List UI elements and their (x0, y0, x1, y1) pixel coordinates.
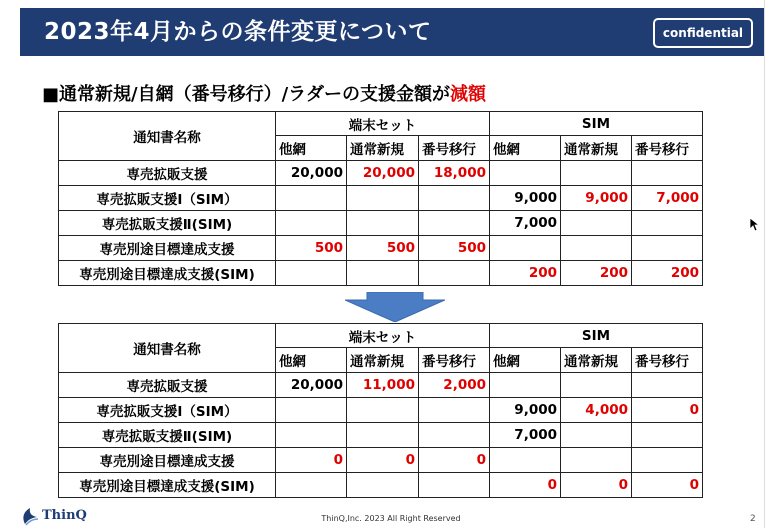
table-row (59, 373, 703, 398)
table-row (59, 473, 703, 498)
column-header: 番号移行 (632, 136, 703, 161)
table-row (59, 211, 703, 236)
value-cell (632, 448, 703, 473)
value-cell: 0 (632, 473, 703, 498)
value-cell: 9,000 (490, 398, 561, 423)
logo-text: ThinQ (42, 508, 87, 523)
value-cell: 7,000 (632, 186, 703, 211)
value-cell: 0 (347, 448, 419, 473)
value-cell (347, 473, 419, 498)
value-cell (276, 398, 347, 423)
value-cell: 200 (632, 261, 703, 286)
row-label: 専売拡販支援Ⅰ（SIM） (59, 398, 276, 423)
subtitle-text: ■通常新規/自網（番号移行）/ラダーの支援金額が (42, 84, 450, 105)
value-cell: 0 (561, 473, 632, 498)
value-cell (490, 448, 561, 473)
value-cell (490, 373, 561, 398)
value-cell (632, 236, 703, 261)
value-cell (276, 473, 347, 498)
value-cell: 9,000 (490, 186, 561, 211)
group-header-sim: SIM (490, 324, 703, 348)
row-label: 専売別途目標達成支援 (59, 448, 276, 473)
column-header: 通常新規 (347, 136, 419, 161)
value-cell: 11,000 (347, 373, 419, 398)
column-header: 他網 (490, 348, 561, 373)
table-row (59, 398, 703, 423)
page-number: 2 (750, 514, 756, 524)
value-cell: 500 (276, 236, 347, 261)
value-cell: 200 (561, 261, 632, 286)
group-header-terminal: 端末セット (276, 112, 490, 136)
value-cell (490, 161, 561, 186)
subtitle-highlight: 減額 (449, 84, 486, 105)
slide-header (20, 8, 764, 56)
slide-edge (764, 0, 765, 528)
value-cell (561, 211, 632, 236)
table-after (58, 323, 703, 498)
value-cell (561, 448, 632, 473)
value-cell (561, 236, 632, 261)
value-cell (632, 423, 703, 448)
row-label: 専売拡販支援 (59, 373, 276, 398)
value-cell (561, 161, 632, 186)
value-cell (561, 373, 632, 398)
row-label: 専売別途目標達成支援 (59, 236, 276, 261)
table-row (59, 423, 703, 448)
value-cell: 20,000 (276, 373, 347, 398)
value-cell: 0 (276, 448, 347, 473)
value-cell (347, 398, 419, 423)
section-subtitle (42, 82, 486, 108)
value-cell: 20,000 (276, 161, 347, 186)
value-cell (419, 398, 490, 423)
value-cell (632, 373, 703, 398)
table-row (59, 161, 703, 186)
row-label: 専売拡販支援Ⅰ（SIM） (59, 186, 276, 211)
value-cell: 9,000 (561, 186, 632, 211)
table-row (59, 261, 703, 286)
row-label: 専売別途目標達成支援(SIM) (59, 473, 276, 498)
value-cell (347, 261, 419, 286)
value-cell (419, 261, 490, 286)
column-header: 他網 (276, 136, 347, 161)
name-header: 通知書名称 (59, 112, 276, 161)
value-cell (276, 423, 347, 448)
value-cell (347, 423, 419, 448)
copyright-text: ThinQ,Inc. 2023 All Right Reserved (321, 514, 461, 523)
value-cell: 500 (419, 236, 490, 261)
value-cell (419, 423, 490, 448)
name-header: 通知書名称 (59, 324, 276, 373)
value-cell: 0 (490, 473, 561, 498)
value-cell: 0 (632, 398, 703, 423)
column-header: 通常新規 (347, 348, 419, 373)
value-cell: 2,000 (419, 373, 490, 398)
value-cell: 18,000 (419, 161, 490, 186)
value-cell (490, 236, 561, 261)
value-cell (419, 186, 490, 211)
group-header-terminal: 端末セット (276, 324, 490, 348)
column-header: 通常新規 (561, 348, 632, 373)
row-label: 専売拡販支援Ⅱ(SIM) (59, 211, 276, 236)
column-header: 番号移行 (419, 136, 490, 161)
column-header: 番号移行 (632, 348, 703, 373)
down-arrow-icon (345, 292, 445, 322)
value-cell: 7,000 (490, 211, 561, 236)
value-cell (276, 211, 347, 236)
value-cell (276, 186, 347, 211)
value-cell: 4,000 (561, 398, 632, 423)
value-cell (419, 211, 490, 236)
mouse-cursor-icon (750, 218, 760, 232)
value-cell: 500 (347, 236, 419, 261)
value-cell: 200 (490, 261, 561, 286)
value-cell (347, 186, 419, 211)
confidential-badge: confidential (653, 18, 753, 48)
table-row (59, 236, 703, 261)
value-cell (419, 473, 490, 498)
value-cell: 7,000 (490, 423, 561, 448)
column-header: 他網 (490, 136, 561, 161)
value-cell (632, 161, 703, 186)
value-cell (561, 423, 632, 448)
column-header: 他網 (276, 348, 347, 373)
table-row (59, 448, 703, 473)
row-label: 専売別途目標達成支援(SIM) (59, 261, 276, 286)
value-cell (347, 211, 419, 236)
value-cell: 0 (419, 448, 490, 473)
column-header: 通常新規 (561, 136, 632, 161)
value-cell (276, 261, 347, 286)
row-label: 専売拡販支援Ⅱ(SIM) (59, 423, 276, 448)
table-row (59, 186, 703, 211)
group-header-sim: SIM (490, 112, 703, 136)
value-cell (632, 211, 703, 236)
table-before (58, 111, 703, 286)
value-cell: 20,000 (347, 161, 419, 186)
slide-title: 2023年4月からの条件変更について (44, 19, 432, 45)
column-header: 番号移行 (419, 348, 490, 373)
row-label: 専売拡販支援 (59, 161, 276, 186)
